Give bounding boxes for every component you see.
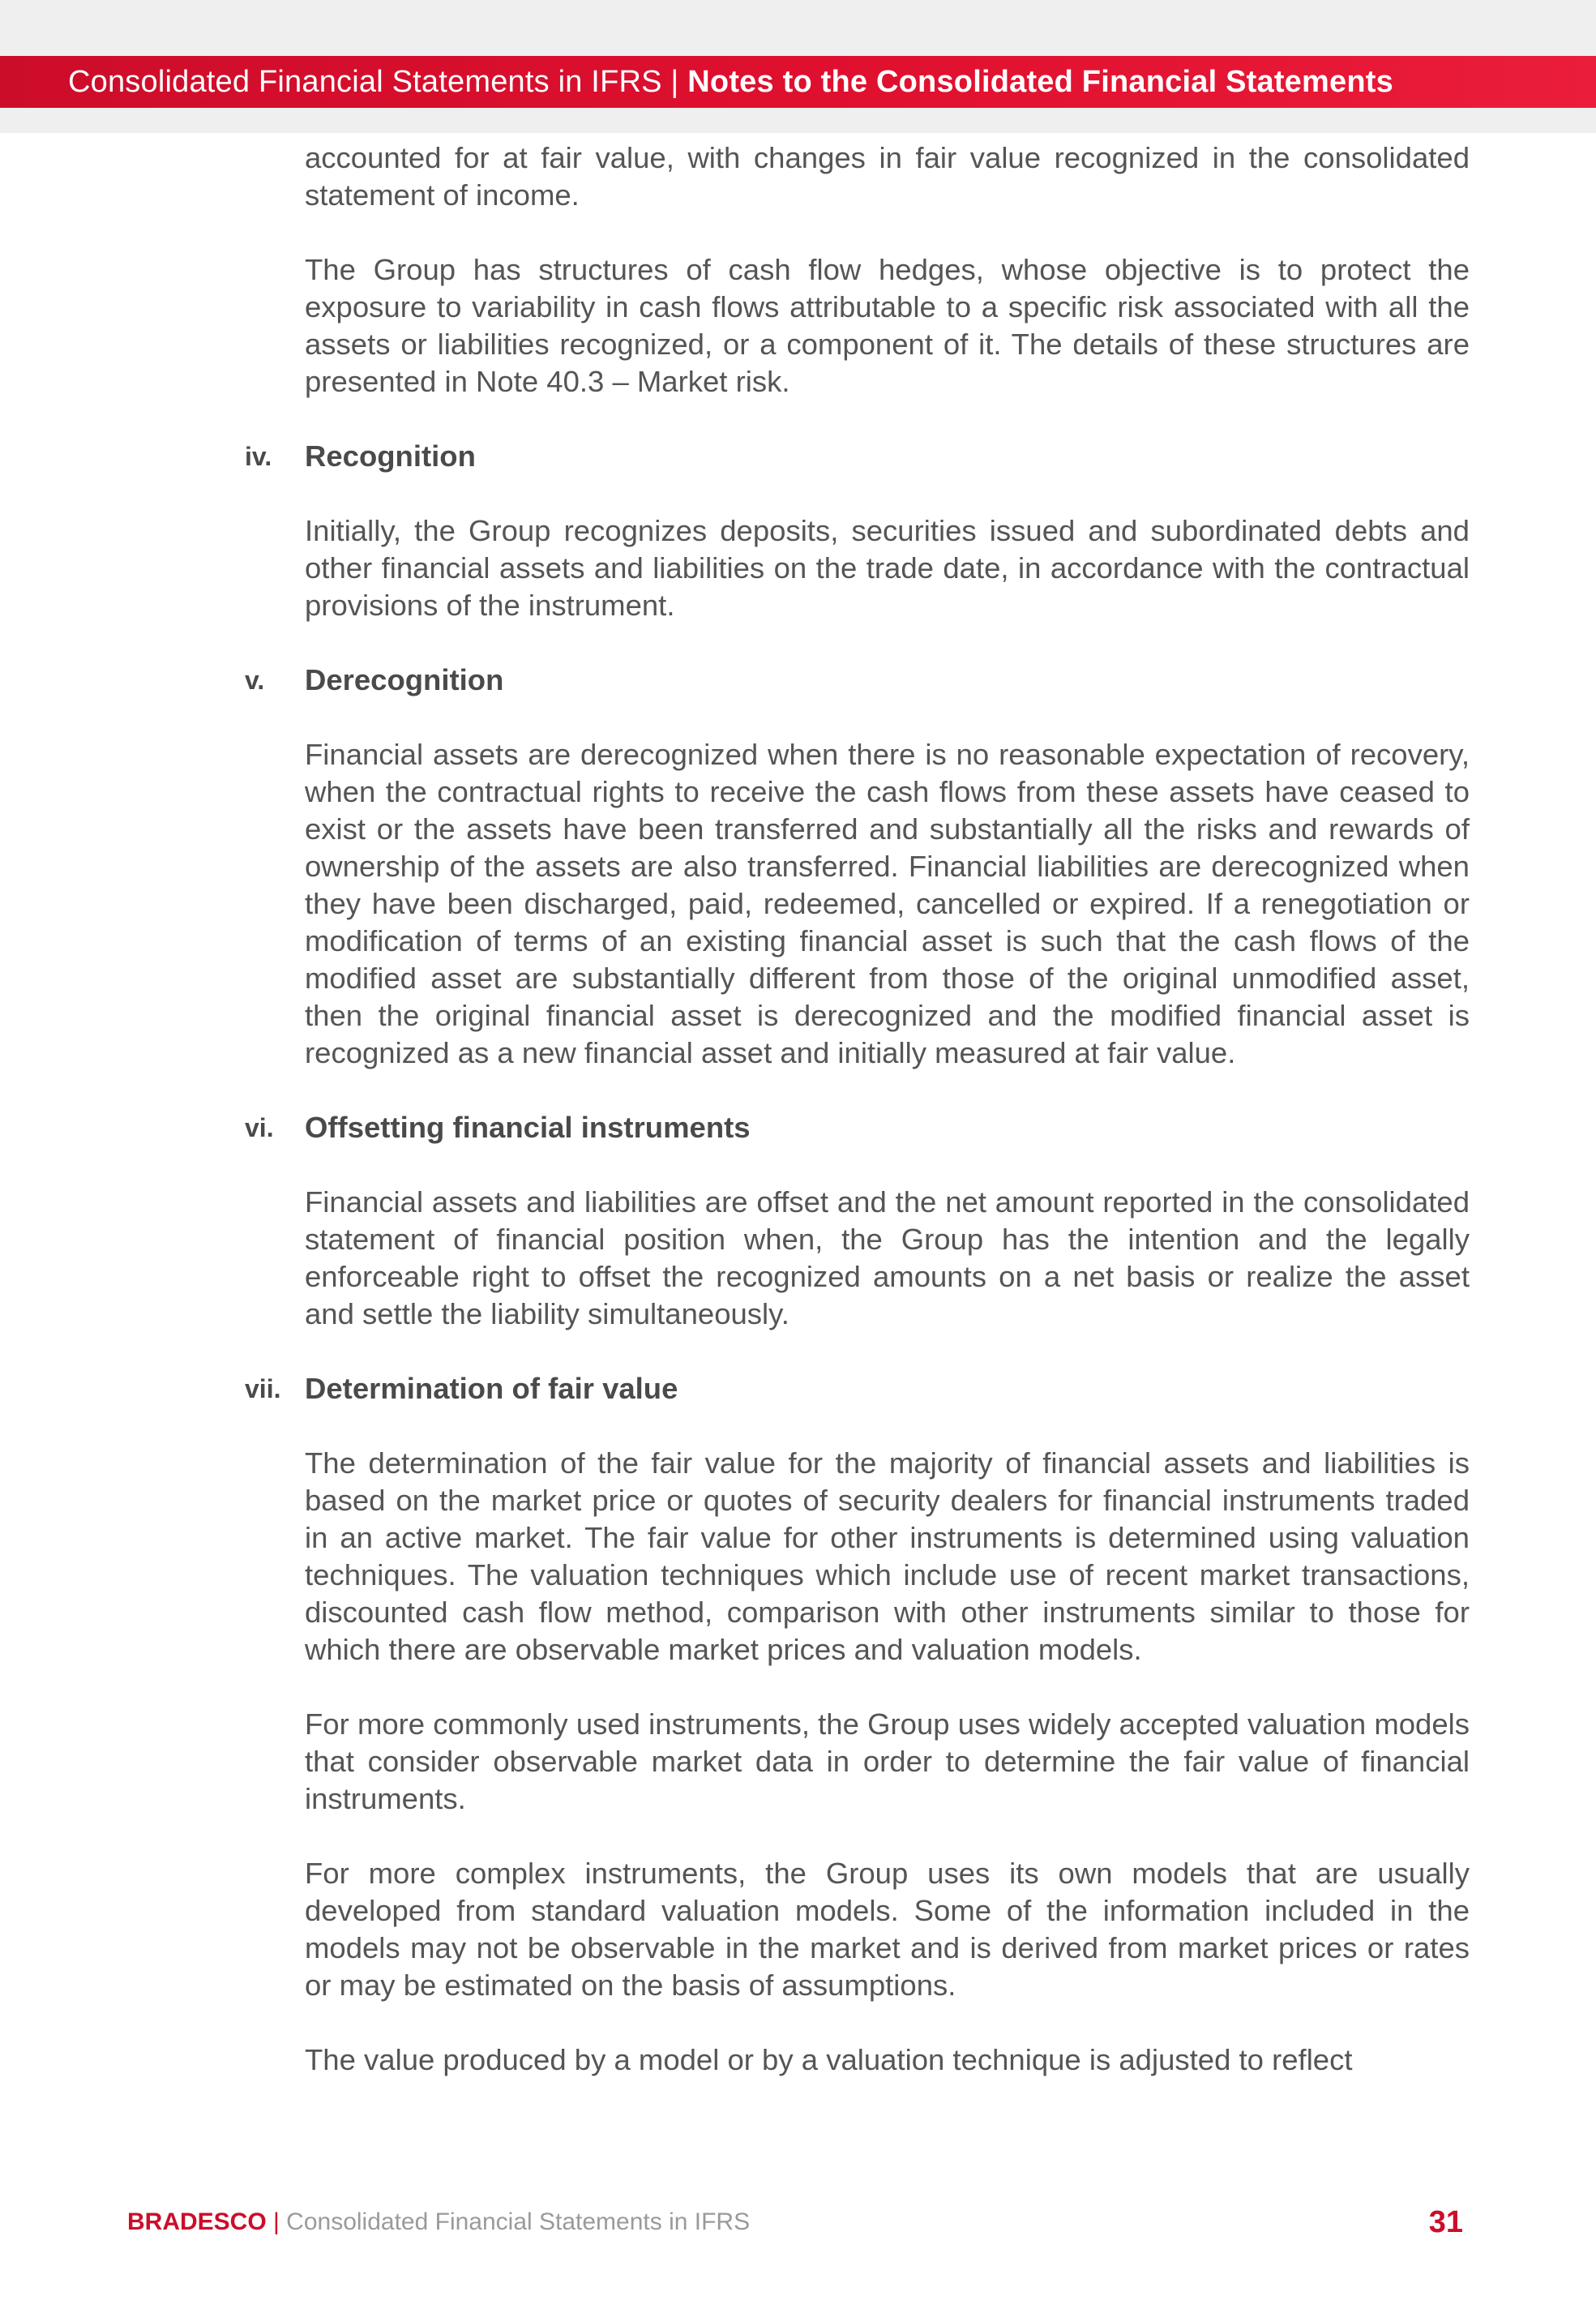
paragraph: accounted for at fair value, with changes in fair value recognized in the consolidated statement of income.	[305, 141, 1470, 212]
header-separator: |	[661, 64, 688, 99]
paragraph: Financial assets are derecognized when there is no reasonable expectation of recovery, when the contractual rights to receive the cash flows from these assets have ceased to exist or the assets have been transferred and substantially all the risks and rewards of ownership of the assets are also transferred. Financial liabilities are derecognized when they have been discharged, paid, redeemed, cancelled or expired. If a renegotiation or modification of terms of an existing financial asset is such that the cash flows of the modified asset are substantially different from those of the original unmodified asset, then the original financial asset is derecognized and the modified financial asset is recognized as a new financial asset and initially measured at fair value.	[305, 738, 1470, 1069]
section-heading-fair-value	[245, 1370, 1470, 1407]
section-number: iv.	[245, 442, 272, 471]
page-number: 31	[1428, 2204, 1463, 2239]
section-heading-recognition	[245, 438, 1470, 475]
header-band	[0, 56, 1596, 108]
paragraph: Initially, the Group recognizes deposits, securities issued and subordinated debts and other financial assets and liabilities on the trade date, in accordance with the contractual provisions of the instrument.	[305, 514, 1470, 622]
header-title	[68, 65, 1393, 100]
section-heading-offsetting	[245, 1109, 1470, 1146]
section-number: v.	[245, 666, 265, 695]
paragraph: Financial assets and liabilities are offset and the net amount reported in the consolidated statement of financial position when, the Group has the intention and the legally enforceable right to offset the recognized amounts on a net basis or realize the asset and settle the liability simultaneously.	[305, 1185, 1470, 1330]
footer-separator: |	[266, 2208, 287, 2235]
section-number: vii.	[245, 1374, 281, 1403]
section-title: Derecognition	[305, 663, 504, 696]
section-title: Offsetting financial instruments	[305, 1111, 751, 1144]
page-content	[245, 139, 1470, 2116]
section-heading-derecognition	[245, 662, 1470, 699]
header-section-title: Notes to the Consolidated Financial Statements	[687, 64, 1393, 99]
paragraph: For more complex instruments, the Group uses its own models that are usually developed from standard valuation models. Some of the information included in the models may not be observable in the market and is derived from market prices or rates or may be estimated on the basis of assumptions.	[305, 1857, 1470, 2002]
footer-doc-title: Consolidated Financial Statements in IFRS	[286, 2208, 751, 2235]
paragraph: The determination of the fair value for the majority of financial assets and liabilities is based on the market price or quotes of security dealers for financial instruments traded in an active market. The fair value for other instruments is determined using valuation techniques. The valuation techniques which include use of recent market transactions, discounted cash flow method, comparison with other instruments similar to those for which there are observable market prices and valuation models.	[305, 1446, 1470, 1666]
page-footer	[127, 2202, 1463, 2243]
paragraph: For more commonly used instruments, the Group uses widely accepted valuation models that consider observable market data in order to determine the fair value of financial instruments.	[305, 1707, 1470, 1815]
footer-label	[127, 2208, 750, 2236]
paragraph: The value produced by a model or by a valuation technique is adjusted to reflect	[305, 2043, 1353, 2076]
section-title: Recognition	[305, 439, 476, 473]
section-number: vi.	[245, 1113, 274, 1142]
section-title: Determination of fair value	[305, 1372, 678, 1405]
footer-brand: BRADESCO	[127, 2208, 267, 2235]
header-doc-title: Consolidated Financial Statements in IFRS	[68, 64, 662, 99]
paragraph: The Group has structures of cash flow hedges, whose objective is to protect the exposure to variability in cash flows attributable to a specific risk associated with all the assets or liabilities recognized, or a component of it. The details of these structures are presented in Note 40.3 – Market risk.	[305, 253, 1470, 398]
